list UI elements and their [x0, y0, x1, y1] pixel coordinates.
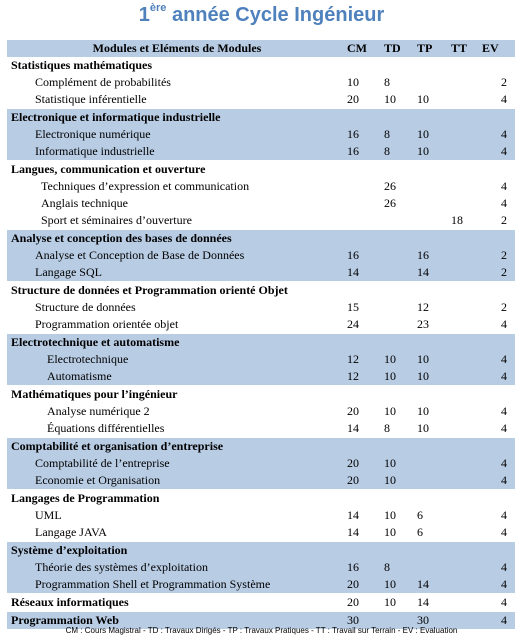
cell-tt [451, 490, 482, 508]
cell-cm: 12 [347, 369, 359, 383]
cell-td: 10 [384, 456, 396, 470]
module-element-row [7, 316, 515, 334]
cell-tp: 23 [417, 317, 429, 331]
cell-tt [451, 334, 482, 352]
cell-td [384, 212, 417, 230]
cell-tp [417, 212, 451, 230]
cell-td [384, 490, 417, 508]
cell-name: Economie et Organisation [35, 473, 161, 487]
module-element-row [7, 126, 515, 143]
cell-ev: 4 [501, 369, 507, 383]
cell-td [384, 438, 417, 456]
cell-tp [417, 490, 451, 508]
cell-tt [451, 109, 482, 127]
cell-td [384, 334, 417, 352]
cell-tt [451, 438, 482, 456]
header-ev: EV [482, 41, 499, 55]
cell-name: Comptabilité de l’entreprise [35, 456, 170, 470]
cell-td: 8 [384, 75, 390, 89]
cell-tt [451, 178, 482, 195]
module-element-row [7, 524, 515, 542]
cell-name: Electrotechnique et automatisme [7, 334, 347, 352]
cell-cm: 16 [347, 144, 359, 158]
cell-ev: 4 [482, 612, 515, 630]
cell-ev: 4 [501, 508, 507, 522]
cell-tt [451, 420, 482, 438]
cell-tt [451, 74, 482, 91]
cell-cm [347, 386, 384, 404]
module-group-row [7, 594, 515, 612]
cell-td [384, 57, 417, 74]
cell-name: Anglais technique [41, 196, 128, 210]
cell-ev [482, 334, 515, 352]
cell-td: 8 [384, 560, 390, 574]
cell-name: Réseaux informatiques [7, 594, 347, 612]
cell-td [384, 109, 417, 127]
cell-name: Statistique inférentielle [35, 92, 147, 106]
cell-tp: 16 [417, 248, 429, 262]
cell-cm: 20 [347, 594, 384, 612]
cell-name: Structure de données et Programmation orienté Objet [7, 282, 347, 300]
cell-cm: 14 [347, 265, 359, 279]
cell-tp [417, 178, 451, 195]
cell-tt [451, 161, 482, 179]
cell-ev: 2 [501, 75, 507, 89]
module-element-row [7, 507, 515, 524]
cell-tp [417, 74, 451, 91]
module-element-row [7, 420, 515, 438]
module-element-row [7, 212, 515, 230]
cell-tp: 14 [417, 577, 429, 591]
cell-ev [482, 490, 515, 508]
module-element-row [7, 195, 515, 212]
cell-name: Équations différentielles [47, 421, 165, 435]
cell-tp: 6 [417, 525, 423, 539]
module-element-row [7, 91, 515, 109]
cell-td [384, 247, 417, 264]
cell-tt [451, 143, 482, 161]
cell-name: Mathématiques pour l’ingénieur [7, 386, 347, 404]
cell-cm [347, 109, 384, 127]
cell-td [384, 316, 417, 334]
cell-name: Informatique industrielle [35, 144, 155, 158]
cell-cm: 16 [347, 127, 359, 141]
cell-ev [482, 109, 515, 127]
cell-name: Programmation Web [7, 612, 347, 630]
cell-tp [417, 109, 451, 127]
cell-tp: 10 [417, 404, 429, 418]
module-element-row [7, 559, 515, 576]
cell-tp [417, 455, 451, 472]
cell-ev: 4 [501, 317, 507, 331]
cell-tp: 12 [417, 300, 429, 314]
header-modules: Modules et Eléments de Modules [92, 41, 262, 55]
cell-tp: 10 [417, 92, 429, 106]
cell-td: 8 [384, 144, 390, 158]
cell-td: 10 [384, 577, 396, 591]
cell-ev: 4 [501, 127, 507, 141]
cell-cm [347, 212, 384, 230]
module-element-row [7, 264, 515, 282]
cell-tp [417, 472, 451, 490]
cell-ev [482, 438, 515, 456]
cell-tp [417, 438, 451, 456]
header-tp: TP [417, 41, 433, 55]
cell-name: Langage JAVA [35, 525, 107, 539]
cell-ev: 4 [501, 456, 507, 470]
module-element-row [7, 368, 515, 386]
cell-td [384, 230, 417, 248]
cell-ev: 2 [501, 213, 507, 227]
cell-cm [347, 161, 384, 179]
cell-tp [417, 161, 451, 179]
cell-cm: 30 [347, 612, 384, 630]
header-cm: CM [347, 41, 367, 55]
cell-tp [417, 542, 451, 560]
cell-ev [482, 386, 515, 404]
cell-td [384, 299, 417, 316]
cell-ev: 2 [501, 300, 507, 314]
cell-tt [451, 507, 482, 524]
module-element-row [7, 74, 515, 91]
module-element-row [7, 351, 515, 368]
cell-cm: 20 [347, 92, 359, 106]
cell-tt [451, 195, 482, 212]
cell-tt [451, 386, 482, 404]
cell-ev: 4 [501, 525, 507, 539]
cell-ev: 4 [501, 421, 507, 435]
module-group-row [7, 490, 515, 508]
module-group-row [7, 386, 515, 404]
table-header-row [7, 40, 515, 57]
table-body [7, 57, 515, 629]
module-group-row [7, 230, 515, 248]
cell-cm [347, 282, 384, 300]
cell-ev: 4 [501, 404, 507, 418]
cell-cm: 14 [347, 508, 359, 522]
cell-cm [347, 490, 384, 508]
cell-td [384, 161, 417, 179]
cell-ev [482, 282, 515, 300]
cell-name: Electrotechnique [47, 352, 129, 366]
cell-tt [451, 316, 482, 334]
cell-td: 10 [384, 369, 396, 383]
module-group-row [7, 282, 515, 300]
cell-name: Comptabilité et organisation d’entreprise [7, 438, 347, 456]
cell-ev [482, 57, 515, 74]
cell-ev: 2 [501, 265, 507, 279]
cell-tt [451, 524, 482, 542]
cell-name: Théorie des systèmes d’exploitation [35, 560, 208, 574]
module-group-row [7, 334, 515, 352]
cell-name: Techniques d’expression et communication [41, 179, 250, 193]
cell-tt [451, 91, 482, 109]
cell-tp: 10 [417, 127, 429, 141]
cell-tt [451, 472, 482, 490]
cell-name: UML [35, 508, 62, 522]
cell-cm: 20 [347, 456, 359, 470]
cell-tp: 10 [417, 369, 429, 383]
cell-tp: 6 [417, 508, 423, 522]
header-td: TD [384, 41, 401, 55]
cell-td [384, 264, 417, 282]
cell-name: Automatisme [47, 369, 112, 383]
cell-tt [451, 247, 482, 264]
cell-td [384, 282, 417, 300]
cell-cm: 20 [347, 577, 359, 591]
module-group-row [7, 161, 515, 179]
cell-cm: 14 [347, 421, 359, 435]
cell-td: 10 [384, 525, 396, 539]
cell-tt [451, 594, 482, 612]
cell-name: Statistiques mathématiques [11, 58, 153, 72]
module-element-row [7, 403, 515, 420]
cell-tp [417, 334, 451, 352]
cell-cm [347, 57, 384, 74]
cell-name: Analyse et Conception de Base de Données [35, 248, 245, 262]
cell-cm: 24 [347, 317, 359, 331]
cell-tt: 18 [451, 213, 463, 227]
cell-td: 10 [384, 473, 396, 487]
cell-cm [347, 438, 384, 456]
cell-tp [417, 282, 451, 300]
cell-name: Structure de données [35, 300, 136, 314]
page-title: 1ère année Cycle Ingénieur [138, 2, 385, 26]
cell-td: 10 [384, 508, 396, 522]
curriculum-table [7, 40, 515, 629]
module-element-row [7, 576, 515, 594]
cell-ev: 2 [501, 248, 507, 262]
cell-ev: 4 [501, 352, 507, 366]
cell-tt [451, 542, 482, 560]
module-element-row [7, 143, 515, 161]
cell-tt [451, 576, 482, 594]
cell-cm: 14 [347, 525, 359, 539]
cell-cm: 12 [347, 352, 359, 366]
cell-cm [347, 334, 384, 352]
cell-name: Sport et séminaires d’ouverture [41, 213, 192, 227]
cell-td [384, 542, 417, 560]
cell-td: 10 [384, 404, 396, 418]
module-element-row [7, 178, 515, 195]
cell-ev: 4 [501, 577, 507, 591]
cell-ev: 4 [501, 179, 507, 193]
cell-cm [347, 230, 384, 248]
module-element-row [7, 455, 515, 472]
cell-ev: 4 [501, 473, 507, 487]
cell-td: 26 [384, 196, 396, 210]
cell-tp: 10 [417, 421, 429, 435]
cell-tp [417, 559, 451, 576]
cell-td: 26 [384, 179, 396, 193]
cell-tt [451, 57, 482, 74]
cell-td: 10 [384, 594, 417, 612]
cell-ev: 4 [501, 92, 507, 106]
cell-tt [451, 264, 482, 282]
cell-cm [347, 178, 384, 195]
cell-ev: 4 [501, 196, 507, 210]
cell-name: Langues, communication et ouverture [7, 161, 347, 179]
cell-name: Système d’exploitation [7, 542, 347, 560]
cell-name: Langage SQL [35, 265, 102, 279]
cell-tp: 10 [417, 144, 429, 158]
cell-cm: 16 [347, 248, 359, 262]
cell-cm [347, 542, 384, 560]
cell-tp [417, 386, 451, 404]
cell-tp: 14 [417, 594, 451, 612]
cell-tp [417, 195, 451, 212]
module-element-row [7, 299, 515, 316]
cell-ev: 4 [501, 144, 507, 158]
cell-tp [417, 230, 451, 248]
cell-ev: 4 [501, 560, 507, 574]
cell-tt [451, 299, 482, 316]
cell-tt [451, 455, 482, 472]
module-element-row [7, 247, 515, 264]
cell-tt [451, 403, 482, 420]
cell-tt [451, 351, 482, 368]
cell-cm: 20 [347, 473, 359, 487]
cell-name: Programmation Shell et Programmation Système [35, 577, 271, 591]
cell-td [384, 386, 417, 404]
module-group-row [7, 57, 515, 74]
cell-tp [417, 57, 451, 74]
cell-cm: 10 [347, 75, 359, 89]
cell-name: Langages de Programmation [7, 490, 347, 508]
module-group-row [7, 542, 515, 560]
module-group-row [7, 438, 515, 456]
cell-ev [482, 161, 515, 179]
cell-tp: 14 [417, 265, 429, 279]
cell-tp: 10 [417, 352, 429, 366]
cell-cm: 16 [347, 560, 359, 574]
module-element-row [7, 472, 515, 490]
header-tt: TT [451, 41, 468, 55]
cell-td: 8 [384, 421, 390, 435]
cell-name: Analyse et conception des bases de données [7, 230, 347, 248]
cell-name: Analyse numérique 2 [47, 404, 150, 418]
cell-tt [451, 126, 482, 143]
cell-ev: 4 [482, 594, 515, 612]
cell-td: 10 [384, 92, 396, 106]
cell-td: 8 [384, 127, 390, 141]
cell-td: 10 [384, 352, 396, 366]
cell-name: Complément de probabilités [35, 75, 171, 89]
cell-tt [451, 282, 482, 300]
cell-cm [347, 195, 384, 212]
cell-cm: 20 [347, 404, 359, 418]
module-group-row [7, 109, 515, 127]
legend-footnote: CM : Cours Magistral - TD : Travaux Dirigés - TP : Travaux Pratiques - TT : Travail sur Terrain - EV : Evaluation [65, 626, 458, 635]
cell-name: Programmation orientée objet [35, 317, 179, 331]
cell-ev [482, 230, 515, 248]
cell-tp: 30 [417, 612, 451, 630]
cell-cm: 15 [347, 300, 359, 314]
cell-tt [451, 230, 482, 248]
cell-name: Electronique numérique [35, 127, 151, 141]
cell-name: Electronique et informatique industrielle [7, 109, 347, 127]
cell-tt [451, 368, 482, 386]
cell-ev [482, 542, 515, 560]
cell-tt [451, 559, 482, 576]
